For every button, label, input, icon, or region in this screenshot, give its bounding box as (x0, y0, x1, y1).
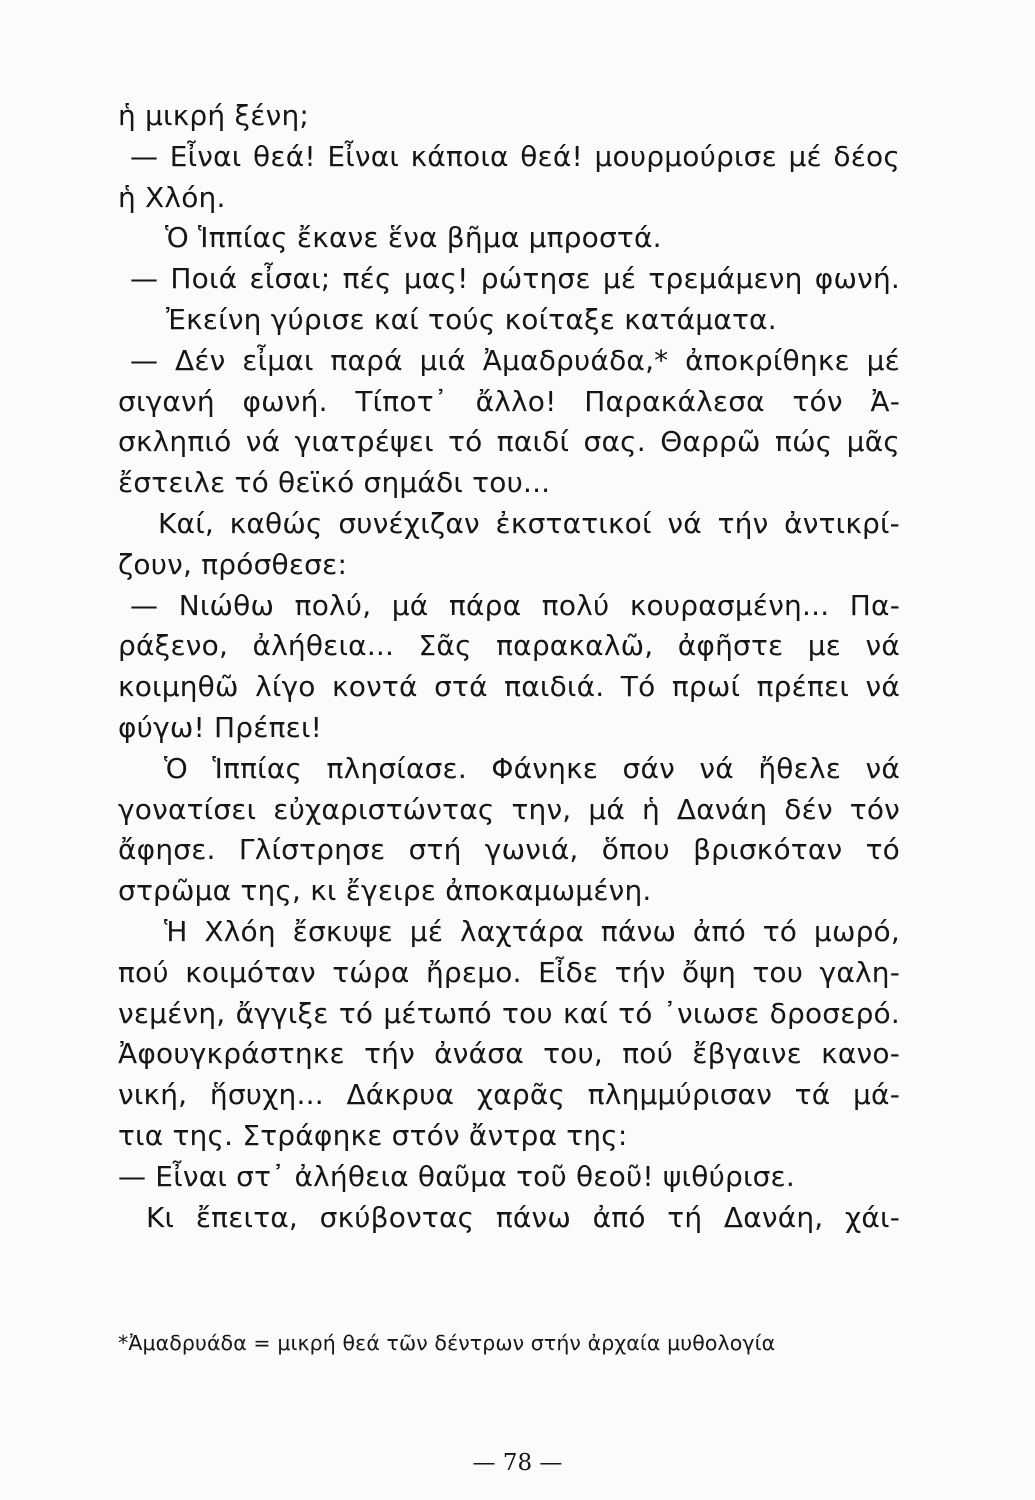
text-line: — Ποιά εἶσαι; πές μας! ρώτησε μέ τρεμάμενη φωνή. (130, 262, 900, 296)
text-line: σιγανή φωνή. Τίποτ᾽ ἄλλο! Παρακάλεσα τόν Ἀ- (118, 384, 900, 418)
footnote: *Ἀμαδρυάδα = μικρή θεά τῶν δέντρων στήν ἀρχαία μυθολογία (118, 1331, 776, 1355)
text-line: ἄφησε. Γλίστρησε στή γωνιά, ὅπου βρισκόταν τό (118, 833, 900, 867)
text-line: Καί, καθώς συνέχιζαν ἐκστατικοί νά τήν ἀντικρί- (158, 506, 900, 540)
text-line: κοιμηθῶ λίγο κοντά στά παιδιά. Τό πρωί πρέπει νά (118, 670, 900, 704)
text-line: Ἐκείνη γύρισε καί τούς κοίταξε κατάματα. (166, 302, 777, 336)
text-line: — Νιώθω πολύ, μά πάρα πολύ κουρασμένη... Πα- (130, 588, 900, 622)
text-line: ἡ Χλόη. (118, 180, 226, 214)
text-line: Ἀφουγκράστηκε τήν ἀνάσα του, πού ἔβγαινε κανο- (118, 1037, 900, 1071)
text-line: — Δέν εἶμαι παρά μιά Ἀμαδρυάδα,* ἀποκρίθηκε μέ (130, 343, 900, 377)
text-line: τια της. Στράφηκε στόν ἄντρα της: (118, 1118, 628, 1152)
page-number: — 78 — (472, 1450, 563, 1476)
text-line: Ἡ Χλόη ἔσκυψε μέ λαχτάρα πάνω ἀπό τό μωρό, (164, 914, 900, 948)
text-line: ἡ μικρή ξένη; (118, 99, 310, 132)
text-line: σκληπιό νά γιατρέψει τό παιδί σας. Θαρρῶ πώς μᾶς (118, 425, 900, 459)
text-line: — Εἶναι στ᾽ ἀλήθεια θαῦμα τοῦ θεοῦ! ψιθύρισε. (118, 1159, 795, 1193)
text-line: Ὁ Ἱππίας πλησίασε. Φάνηκε σάν νά ἤθελε νά (164, 751, 900, 785)
body-text (118, 96, 900, 1238)
text-line: — Εἶναι θεά! Εἶναι κάποια θεά! μουρμούρισε μέ δέος (130, 139, 900, 173)
text-line: φύγω! Πρέπει! (118, 710, 323, 744)
text-line: ράξενο, ἀλήθεια... Σᾶς παρακαλῶ, ἀφῆστε με νά (118, 629, 900, 663)
text-line: ἔστειλε τό θεϊκό σημάδι του... (118, 466, 551, 500)
text-line: Ὁ Ἱππίας ἔκανε ἕνα βῆμα μπροστά. (165, 221, 662, 255)
text-line: στρῶμα της, κι ἔγειρε ἀποκαμωμένη. (118, 874, 652, 908)
text-line: Κι ἔπειτα, σκύβοντας πάνω ἀπό τή Δανάη, χάι- (146, 1200, 900, 1234)
text-line: πού κοιμόταν τώρα ἤρεμο. Εἶδε τήν ὄψη του γαλη- (118, 955, 900, 989)
text-line: ζουν, πρόσθεσε: (118, 547, 348, 581)
text-line: νεμένη, ἄγγιξε τό μέτωπό του καί τό ᾽νιωσε δροσερό. (118, 996, 900, 1030)
text-line: γονατίσει εὐχαριστώντας την, μά ἡ Δανάη δέν τόν (118, 792, 900, 826)
text-line: νική, ἥσυχη... Δάκρυα χαρᾶς πλημμύρισαν τά μά- (118, 1078, 900, 1112)
